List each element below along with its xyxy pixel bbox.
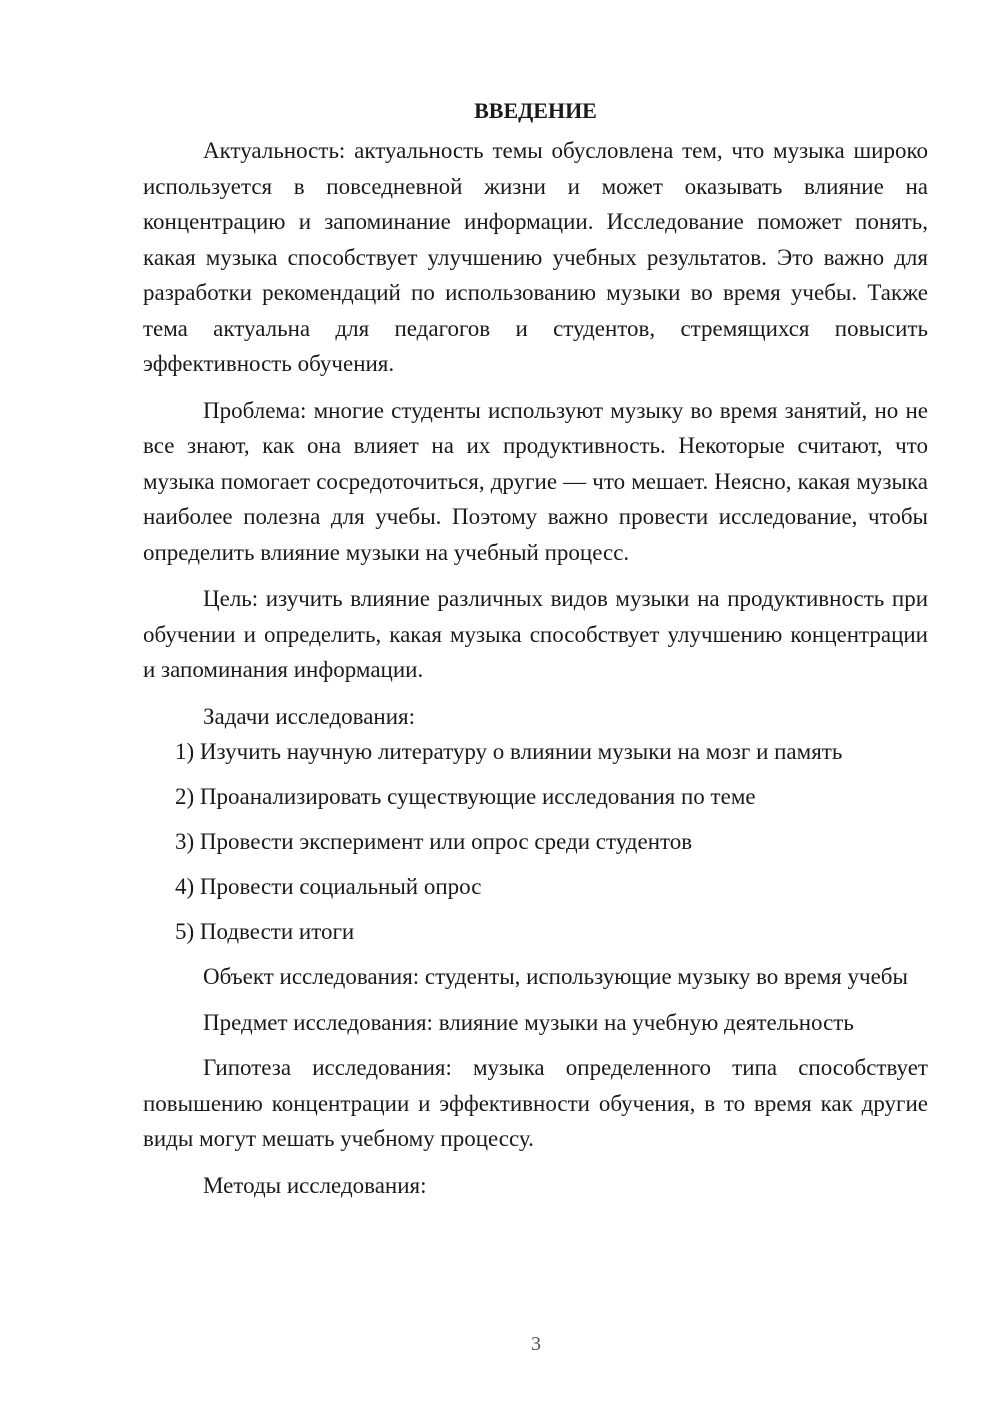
task-item: 4) Провести социальный опрос [175,874,482,899]
paragraph-object: Объект исследования: студенты, использующие музыку во время учебы [203,964,908,989]
task-item: 2) Проанализировать существующие исследования по теме [175,784,756,809]
paragraph-problem: Проблема: многие студенты используют музыку во время занятий, но не все знают, как она влияет на их продуктивность. Некоторые считают, что музыка помогает сосредоточиться, другие — что мешает. Неясно, какая музыка наиболее полезна для учебы. Поэтому важно провести исследование, чтобы определить влияние музыки на учебный процесс. [143,397,928,565]
section-heading: ВВЕДЕНИЕ [474,98,597,123]
page-number: 3 [531,1333,541,1355]
task-item: 5) Подвести итоги [175,919,355,944]
page-content [143,96,928,1203]
paragraph-relevance: Актуальность: актуальность темы обусловлена тем, что музыка широко используется в повседневной жизни и может оказывать влияние на концентрацию и запоминание информации. Исследование поможет понять, какая музыка способствует улучшению учебных результатов. Это важно для разработки рекомендаций по использованию музыки во время учебы. Также тема актуальна для педагогов и студентов, стремящихся повысить эффективность обучения. [143,138,928,376]
paragraph-methods: Методы исследования: [203,1172,427,1198]
paragraph-hypothesis: Гипотеза исследования: музыка определенного типа способствует повышению концентрации и эффективности обучения, в то время как другие виды могут мешать учебному процессу. [143,1055,928,1151]
paragraph-subject: Предмет исследования: влияние музыки на учебную деятельность [203,1009,854,1035]
task-item: 3) Провести эксперимент или опрос среди студентов [175,829,693,854]
tasks-title: Задачи исследования: [203,703,416,729]
task-item: 1) Изучить научную литературу о влиянии музыки на мозг и память [175,739,843,764]
tasks-list [143,734,928,949]
paragraph-goal: Цель: изучить влияние различных видов музыки на продуктивность при обучении и определить, какая музыка способствует улучшению концентрации и запоминания информации. [143,586,928,682]
